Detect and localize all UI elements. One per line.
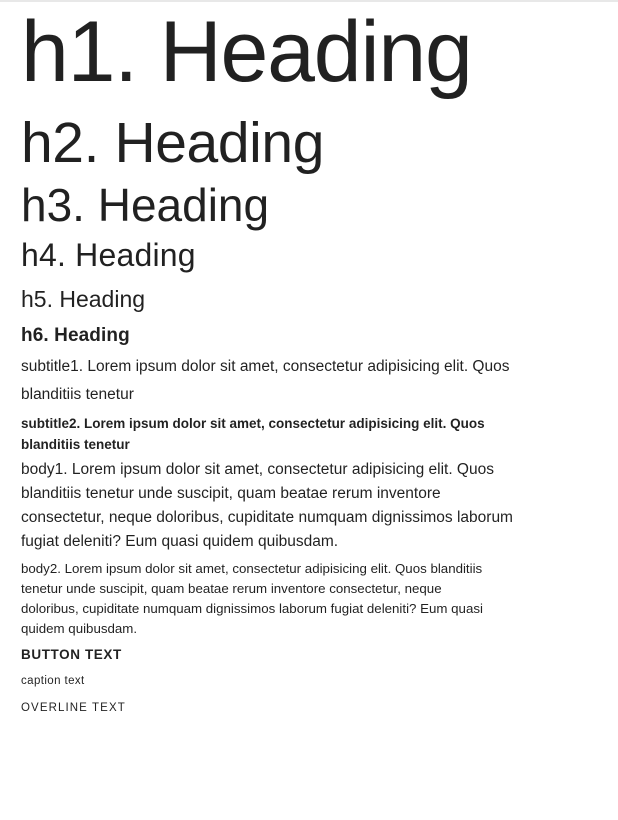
heading-h3: h3. Heading: [21, 178, 270, 231]
body2-text: body2. Lorem ipsum dolor sit amet, consectetur adipisicing elit. Quos blanditiis tenetur unde suscipit, quam beatae rerum inventore consectetur, neque doloribus, cupiditate numquam dignissimos laborum fugiat deleniti? Eum quasi quidem quibusdam.: [21, 561, 483, 636]
subtitle1-text: subtitle1. Lorem ipsum dolor sit amet, consectetur adipisicing elit. Quos blanditiis tenetur: [21, 358, 510, 403]
heading-h4: h4. Heading: [21, 237, 196, 274]
heading-h1: h1. Heading: [21, 4, 472, 100]
body1-text: body1. Lorem ipsum dolor sit amet, consectetur adipisicing elit. Quos blanditiis tenetur unde suscipit, quam beatae rerum inventore consectetur, neque doloribus, cupiditate numquam dignissimos laborum fugiat deleniti? Eum quasi quidem quibusdam.: [21, 461, 513, 550]
caption-text-sample: caption text: [21, 675, 85, 687]
heading-h5: h5. Heading: [21, 285, 146, 312]
typography-showcase: [21, 0, 581, 719]
subtitle2-text: subtitle2. Lorem ipsum dolor sit amet, consectetur adipisicing elit. Quos blanditiis tenetur: [21, 416, 485, 452]
overline-text-sample: OVERLINE TEXT: [21, 702, 126, 714]
heading-h6: h6. Heading: [21, 324, 130, 346]
button-text-sample: BUTTON TEXT: [21, 647, 122, 662]
heading-h2: h2. Heading: [21, 111, 325, 176]
